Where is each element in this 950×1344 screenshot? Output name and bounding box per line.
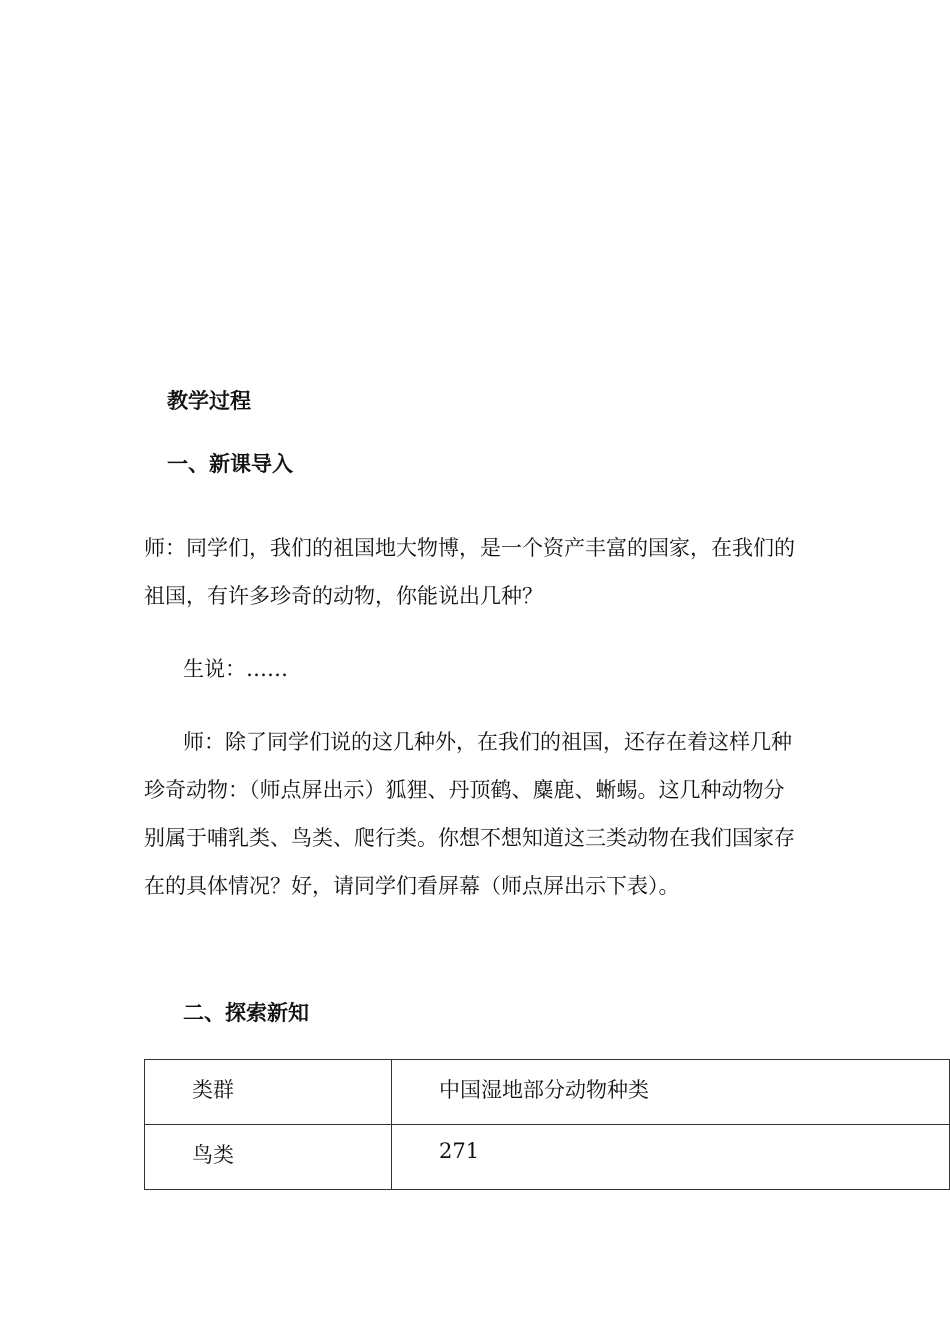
table-header-species: 中国湿地部分动物种类 — [439, 1078, 649, 1102]
section-title-introduction: 一、新课导入 — [167, 451, 293, 476]
table-header-row — [145, 1060, 950, 1125]
table-cell — [145, 1125, 392, 1190]
teacher-paragraph-1: 师：同学们，我们的祖国地大物博，是一个资产丰富的国家，在我们的祖国，有许多珍奇的动物，你能说出几种？ — [144, 536, 795, 608]
section-title-explore: 二、探索新知 — [183, 1000, 309, 1025]
table-header-cell — [392, 1060, 950, 1125]
student-response-line: 生说：…… — [183, 657, 288, 681]
table-row — [145, 1125, 950, 1190]
table-cell-count: 271 — [439, 1139, 480, 1163]
heading-teaching-process: 教学过程 — [167, 388, 251, 413]
table-cell — [392, 1125, 950, 1190]
teacher-paragraph-2: 师：除了同学们说的这几种外，在我们的祖国，还存在着这样几种珍奇动物：（师点屏出示）狐狸、丹顶鹤、麋鹿、蜥蜴。这几种动物分别属于哺乳类、鸟类、爬行类。你想不想知道这三类动物在我们国家存在的具体情况？好，请同学们看屏幕（师点屏出示下表）。 — [144, 730, 795, 898]
animal-species-table — [144, 1059, 950, 1190]
table-header-group: 类群 — [192, 1078, 234, 1102]
table-cell-group: 鸟类 — [192, 1143, 234, 1167]
table-header-cell — [145, 1060, 392, 1125]
